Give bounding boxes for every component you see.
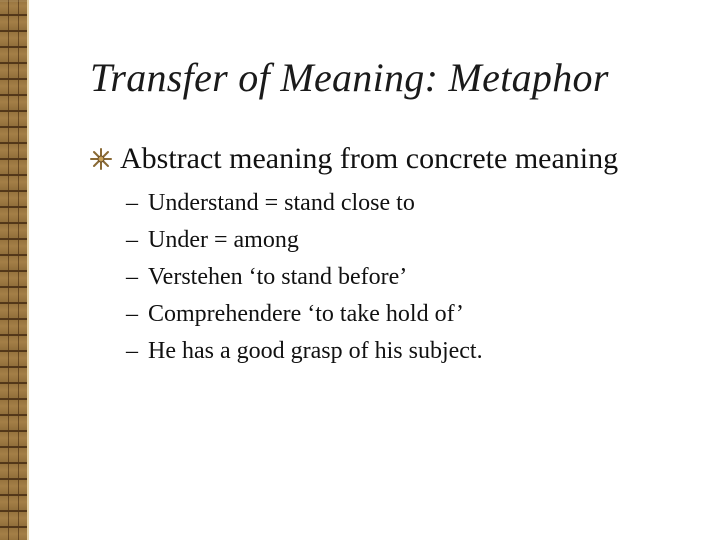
sub-bullet-item xyxy=(126,301,690,338)
dash-marker: – xyxy=(126,227,138,253)
sub-bullet-item xyxy=(126,338,690,375)
dash-marker: – xyxy=(126,264,138,290)
sub-bullet-text: He has a good grasp of his subject. xyxy=(148,338,483,364)
sub-bullet-text: Verstehen ‘to stand before’ xyxy=(148,264,408,290)
sub-bullet-item xyxy=(126,264,690,301)
decorative-border xyxy=(0,0,27,540)
bullet-item xyxy=(90,142,690,176)
sub-bullet-item xyxy=(126,190,690,227)
border-edge xyxy=(27,0,29,540)
bullet-text: Abstract meaning from concrete meaning xyxy=(120,142,619,175)
sub-bullet-text: Understand = stand close to xyxy=(148,190,415,216)
dash-marker: – xyxy=(126,338,138,364)
dash-marker: – xyxy=(126,190,138,216)
slide-content xyxy=(90,142,690,375)
sub-bullet-text: Under = among xyxy=(148,227,299,253)
dash-marker: – xyxy=(126,301,138,327)
sub-bullet-item xyxy=(126,227,690,264)
sub-bullet-text: Comprehendere ‘to take hold of’ xyxy=(148,301,464,327)
sub-bullet-list xyxy=(90,190,690,375)
ornament-star-icon xyxy=(90,148,112,170)
slide-title: Transfer of Meaning: Metaphor xyxy=(90,55,609,100)
